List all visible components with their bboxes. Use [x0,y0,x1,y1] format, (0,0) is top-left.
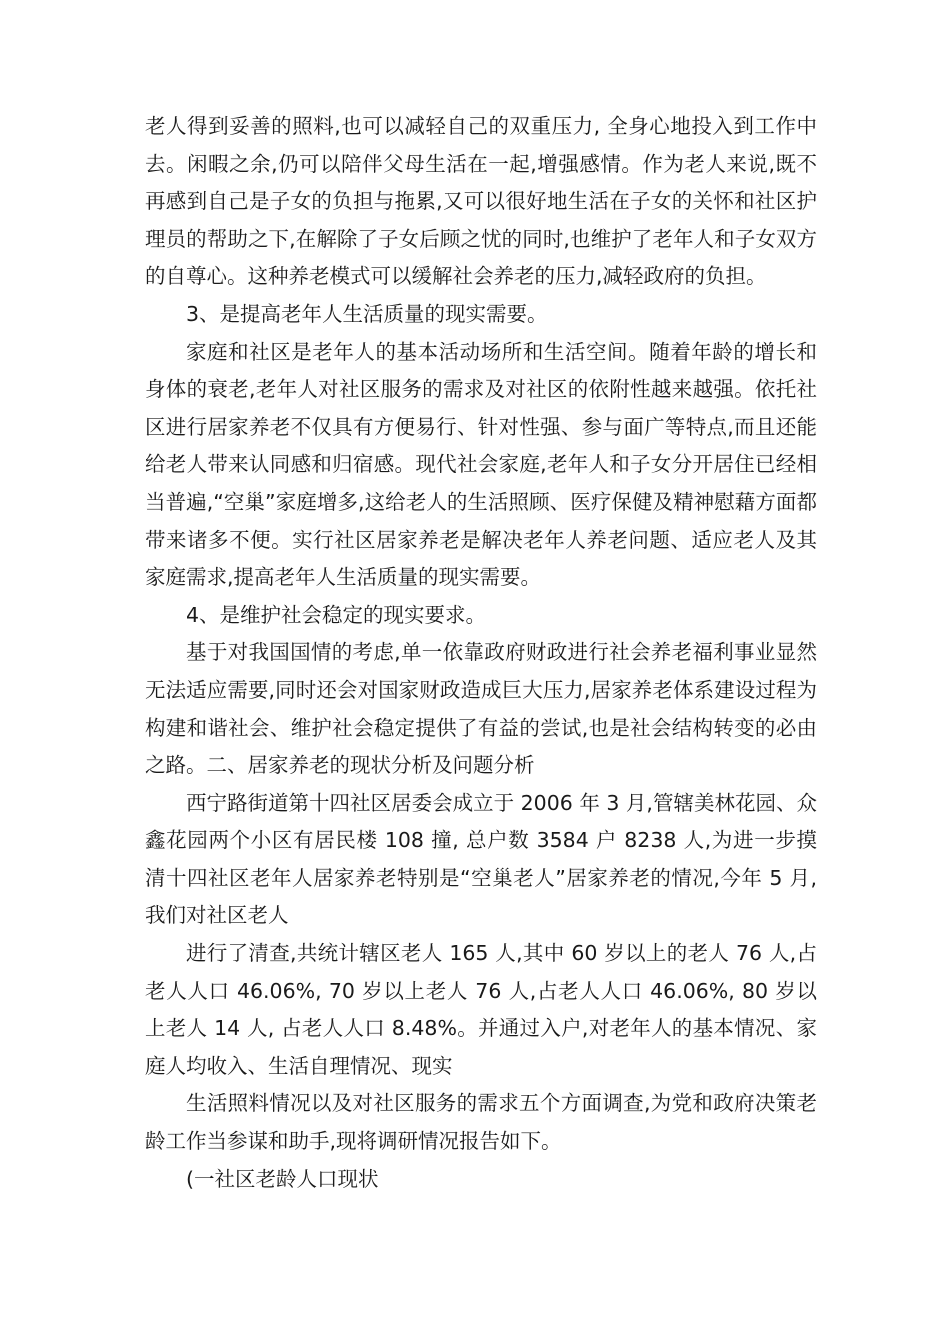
document-body [145,108,817,1198]
paragraph: 进行了清查,共统计辖区老人 165 人,其中 60 岁以上的老人 76 人,占老人人口 46.06%, 70 岁以上老人 76 人,占老人人口 46.06%, 80 岁以上老人 14 人, 占老人人口 8.48%。并通过入户,对老年人的基本情况、家庭人均收入、生活自理情况、现实 [145,941,817,1078]
paragraph: 老人得到妥善的照料,也可以减轻自己的双重压力, 全身心地投入到工作中去。闲暇之余,仍可以陪伴父母生活在一起,增强感情。作为老人来说,既不再感到自己是子女的负担与拖累,又可以很好地生活在子女的关怀和社区护理员的帮助之下,在解除了子女后顾之忧的同时,也维护了老年人和子女双方的自尊心。这种养老模式可以缓解社会养老的压力,减轻政府的负担。 [145,114,817,289]
paragraph: 基于对我国国情的考虑,单一依靠政府财政进行社会养老福利事业显然无法适应需要,同时还会对国家财政造成巨大压力,居家养老体系建设过程为构建和谐社会、维护社会稳定提供了有益的尝试,也是社会结构转变的必由之路。二、居家养老的现状分析及问题分析 [145,640,817,778]
paragraph: 家庭和社区是老年人的基本活动场所和生活空间。随着年龄的增长和身体的衰老,老年人对社区服务的需求及对社区的依附性越来越强。依托社区进行居家养老不仅具有方便易行、针对性强、参与面广等特点,而且还能给老人带来认同感和归宿感。现代社会家庭,老年人和子女分开居住已经相当普遍,“空巢”家庭增多,这给老人的生活照顾、医疗保健及精神慰藉方面都带来诸多不便。实行社区居家养老是解决老年人养老问题、适应老人及其家庭需求,提高老年人生活质量的现实需要。 [145,339,817,590]
paragraph: 3、是提高老年人生活质量的现实需要。 [186,301,548,326]
paragraph: 生活照料情况以及对社区服务的需求五个方面调查,为党和政府决策老龄工作当参谋和助手,现将调研情况报告如下。 [145,1091,817,1154]
paragraph: (一社区老龄人口现状 [186,1166,379,1191]
paragraph: 西宁路街道第十四社区居委会成立于 2006 年 3 月,管辖美林花园、众鑫花园两个小区有居民楼 108 撞, 总户数 3584 户 8238 人,为进一步摸清十四社区老年人居家养老特别是“空巢老人”居家养老的情况,今年 5 月,我们对社区老人 [145,790,817,928]
paragraph: 4、是维护社会稳定的现实要求。 [186,602,487,627]
